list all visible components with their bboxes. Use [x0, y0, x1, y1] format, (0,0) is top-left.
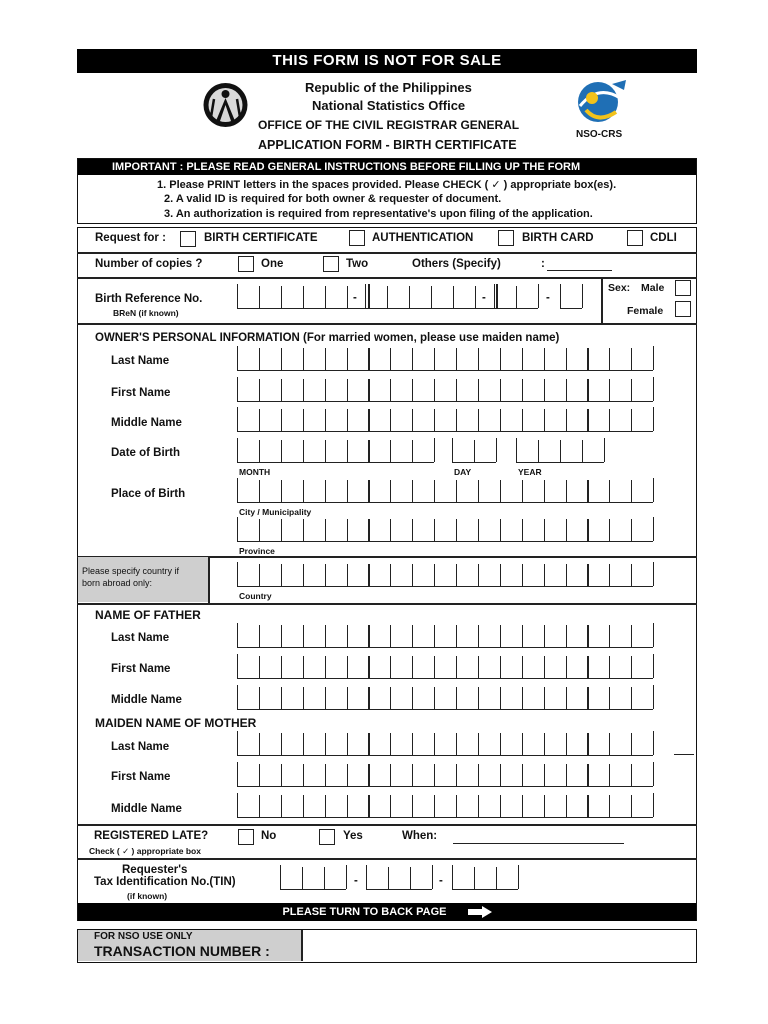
mother-first-name-field[interactable] [237, 763, 653, 787]
owner-last-name-label: Last Name [111, 355, 170, 367]
late-no-checkbox[interactable] [238, 829, 254, 845]
sex-male-checkbox[interactable] [675, 280, 691, 296]
brn-field-4[interactable] [560, 285, 582, 309]
dob-year-field[interactable] [516, 439, 604, 463]
brn-field-3[interactable] [494, 285, 538, 309]
copies-one-label: One [261, 258, 284, 270]
father-section-title: NAME OF FATHER [95, 608, 201, 622]
birth-card-label: BIRTH CARD [522, 232, 594, 244]
turn-page-bar [78, 903, 696, 921]
registered-late-label: REGISTERED LATE? [94, 830, 209, 842]
divider [77, 603, 697, 605]
not-for-sale-banner: THIS FORM IS NOT FOR SALE [77, 49, 697, 73]
instruction-1: 1. Please PRINT letters in the spaces provided. Please CHECK ( ✓ ) appropriate box(es). [157, 179, 617, 191]
dob-year-label: YEAR [518, 467, 542, 477]
owner-pob-label: Place of Birth [111, 488, 186, 500]
brn-dash: - [482, 292, 486, 304]
birth-certificate-checkbox[interactable] [180, 231, 196, 247]
sex-divider [601, 277, 603, 323]
instruction-2: 2. A valid ID is required for both owner & requester of document. [164, 193, 502, 205]
brn-sub-label: BReN (if known) [113, 308, 179, 318]
owner-dob-label: Date of Birth [111, 447, 180, 459]
dob-month-label: MONTH [239, 467, 271, 477]
header-ocrg: OFFICE OF THE CIVIL REGISTRAR GENERAL [258, 118, 520, 132]
turn-page-text: PLEASE TURN TO BACK PAGE [282, 906, 447, 918]
registered-late-sub: Check ( ✓ ) appropriate box [89, 846, 201, 856]
late-yes-label: Yes [343, 830, 363, 842]
brn-dash: - [353, 292, 357, 304]
nso-use-only-label: FOR NSO USE ONLY [94, 931, 193, 942]
owner-section-title: OWNER'S PERSONAL INFORMATION (For married women, please use maiden name) [95, 332, 560, 344]
late-no-label: No [261, 830, 277, 842]
brn-dash: - [546, 292, 550, 304]
brn-field-1[interactable] [237, 285, 368, 309]
abroad-note-line1: Please specify country if [82, 566, 180, 576]
father-last-name-label: Last Name [111, 632, 170, 644]
pob-city-label: City / Municipality [239, 507, 312, 517]
mother-first-name-label: First Name [111, 771, 171, 783]
sex-label: Sex: [608, 282, 631, 294]
mother-last-name-label: Last Name [111, 741, 170, 753]
mother-middle-name-label: Middle Name [111, 803, 182, 815]
divider [77, 277, 697, 279]
authentication-checkbox[interactable] [349, 230, 365, 246]
divider [77, 252, 697, 254]
father-middle-name-label: Middle Name [111, 694, 182, 706]
pob-city-field[interactable] [237, 479, 653, 503]
father-middle-name-field[interactable] [237, 686, 653, 710]
authentication-label: AUTHENTICATION [372, 232, 474, 244]
brn-label: Birth Reference No. [95, 293, 203, 305]
tin-field-2[interactable] [366, 866, 432, 890]
tin-dash: - [354, 875, 358, 887]
abroad-country-field[interactable] [237, 563, 653, 587]
nso-crs-logo-text: NSO-CRS [576, 129, 623, 140]
copies-one-checkbox[interactable] [238, 256, 254, 272]
form-title: APPLICATION FORM - BIRTH CERTIFICATE [258, 138, 517, 152]
header-nso: National Statistics Office [312, 98, 466, 113]
pob-province-field[interactable] [237, 518, 653, 542]
request-for-label: Request for : [95, 232, 166, 244]
copies-others-input[interactable] [547, 270, 612, 271]
mother-middle-name-field[interactable] [237, 794, 653, 818]
abroad-cell-divider [208, 557, 210, 603]
tin-label-line3: (if known) [127, 891, 168, 901]
abroad-note-line2: born abroad only: [82, 578, 153, 588]
instruction-3: 3. An authorization is required from representative's upon filing of the application. [164, 208, 593, 220]
dob-day-field[interactable] [452, 439, 496, 463]
tin-dash: - [439, 875, 443, 887]
tin-label-line2: Tax Identification No.(TIN) [94, 876, 236, 888]
mother-section-title: MAIDEN NAME OF MOTHER [95, 716, 257, 730]
father-first-name-label: First Name [111, 663, 171, 675]
divider [77, 858, 697, 860]
copies-colon: : [541, 258, 545, 270]
tin-field-1[interactable] [280, 866, 346, 890]
owner-first-name-label: First Name [111, 387, 171, 399]
transaction-number-label: TRANSACTION NUMBER : [94, 943, 270, 959]
owner-middle-name-field[interactable] [237, 408, 653, 432]
dob-month-field[interactable] [237, 439, 434, 463]
divider [77, 824, 697, 826]
father-last-name-field[interactable] [237, 624, 653, 648]
sex-female-label: Female [627, 305, 664, 317]
instructions-box [77, 158, 697, 224]
late-when-input[interactable] [453, 843, 624, 844]
arrow-right-icon [468, 906, 492, 918]
birth-certificate-label: BIRTH CERTIFICATE [204, 232, 318, 244]
owner-middle-name-label: Middle Name [111, 417, 182, 429]
cdli-label: CDLI [650, 232, 677, 244]
nso-use-only-box [77, 929, 697, 963]
sex-female-checkbox[interactable] [675, 301, 691, 317]
tin-field-3[interactable] [452, 866, 518, 890]
transaction-number-input[interactable] [304, 930, 694, 961]
late-yes-checkbox[interactable] [319, 829, 335, 845]
copies-two-checkbox[interactable] [323, 256, 339, 272]
header-republic: Republic of the Philippines [305, 80, 472, 95]
father-first-name-field[interactable] [237, 655, 653, 679]
copies-two-label: Two [346, 258, 369, 270]
nso-crs-logo [568, 76, 634, 146]
owner-last-name-field[interactable] [237, 347, 653, 371]
owner-first-name-field[interactable] [237, 378, 653, 402]
birth-card-checkbox[interactable] [498, 230, 514, 246]
dob-day-label: DAY [454, 467, 472, 477]
instructions-title: IMPORTANT : PLEASE READ GENERAL INSTRUCTIONS BEFORE FILLING UP THE FORM [78, 159, 696, 175]
sex-male-label: Male [641, 282, 665, 294]
copies-label: Number of copies ? [95, 258, 203, 270]
divider [77, 323, 697, 325]
pob-province-label: Province [239, 546, 275, 556]
tin-label-line1: Requester's [122, 864, 188, 876]
cdli-checkbox[interactable] [627, 230, 643, 246]
late-when-label: When: [402, 830, 438, 842]
nso-seal-logo [198, 79, 253, 131]
abroad-country-label: Country [239, 591, 272, 601]
brn-field-2[interactable] [365, 285, 496, 309]
mother-last-name-extra-line [674, 754, 694, 755]
mother-last-name-field[interactable] [237, 732, 653, 756]
nso-cell-divider [301, 930, 303, 961]
copies-others-label: Others (Specify) [412, 258, 501, 270]
